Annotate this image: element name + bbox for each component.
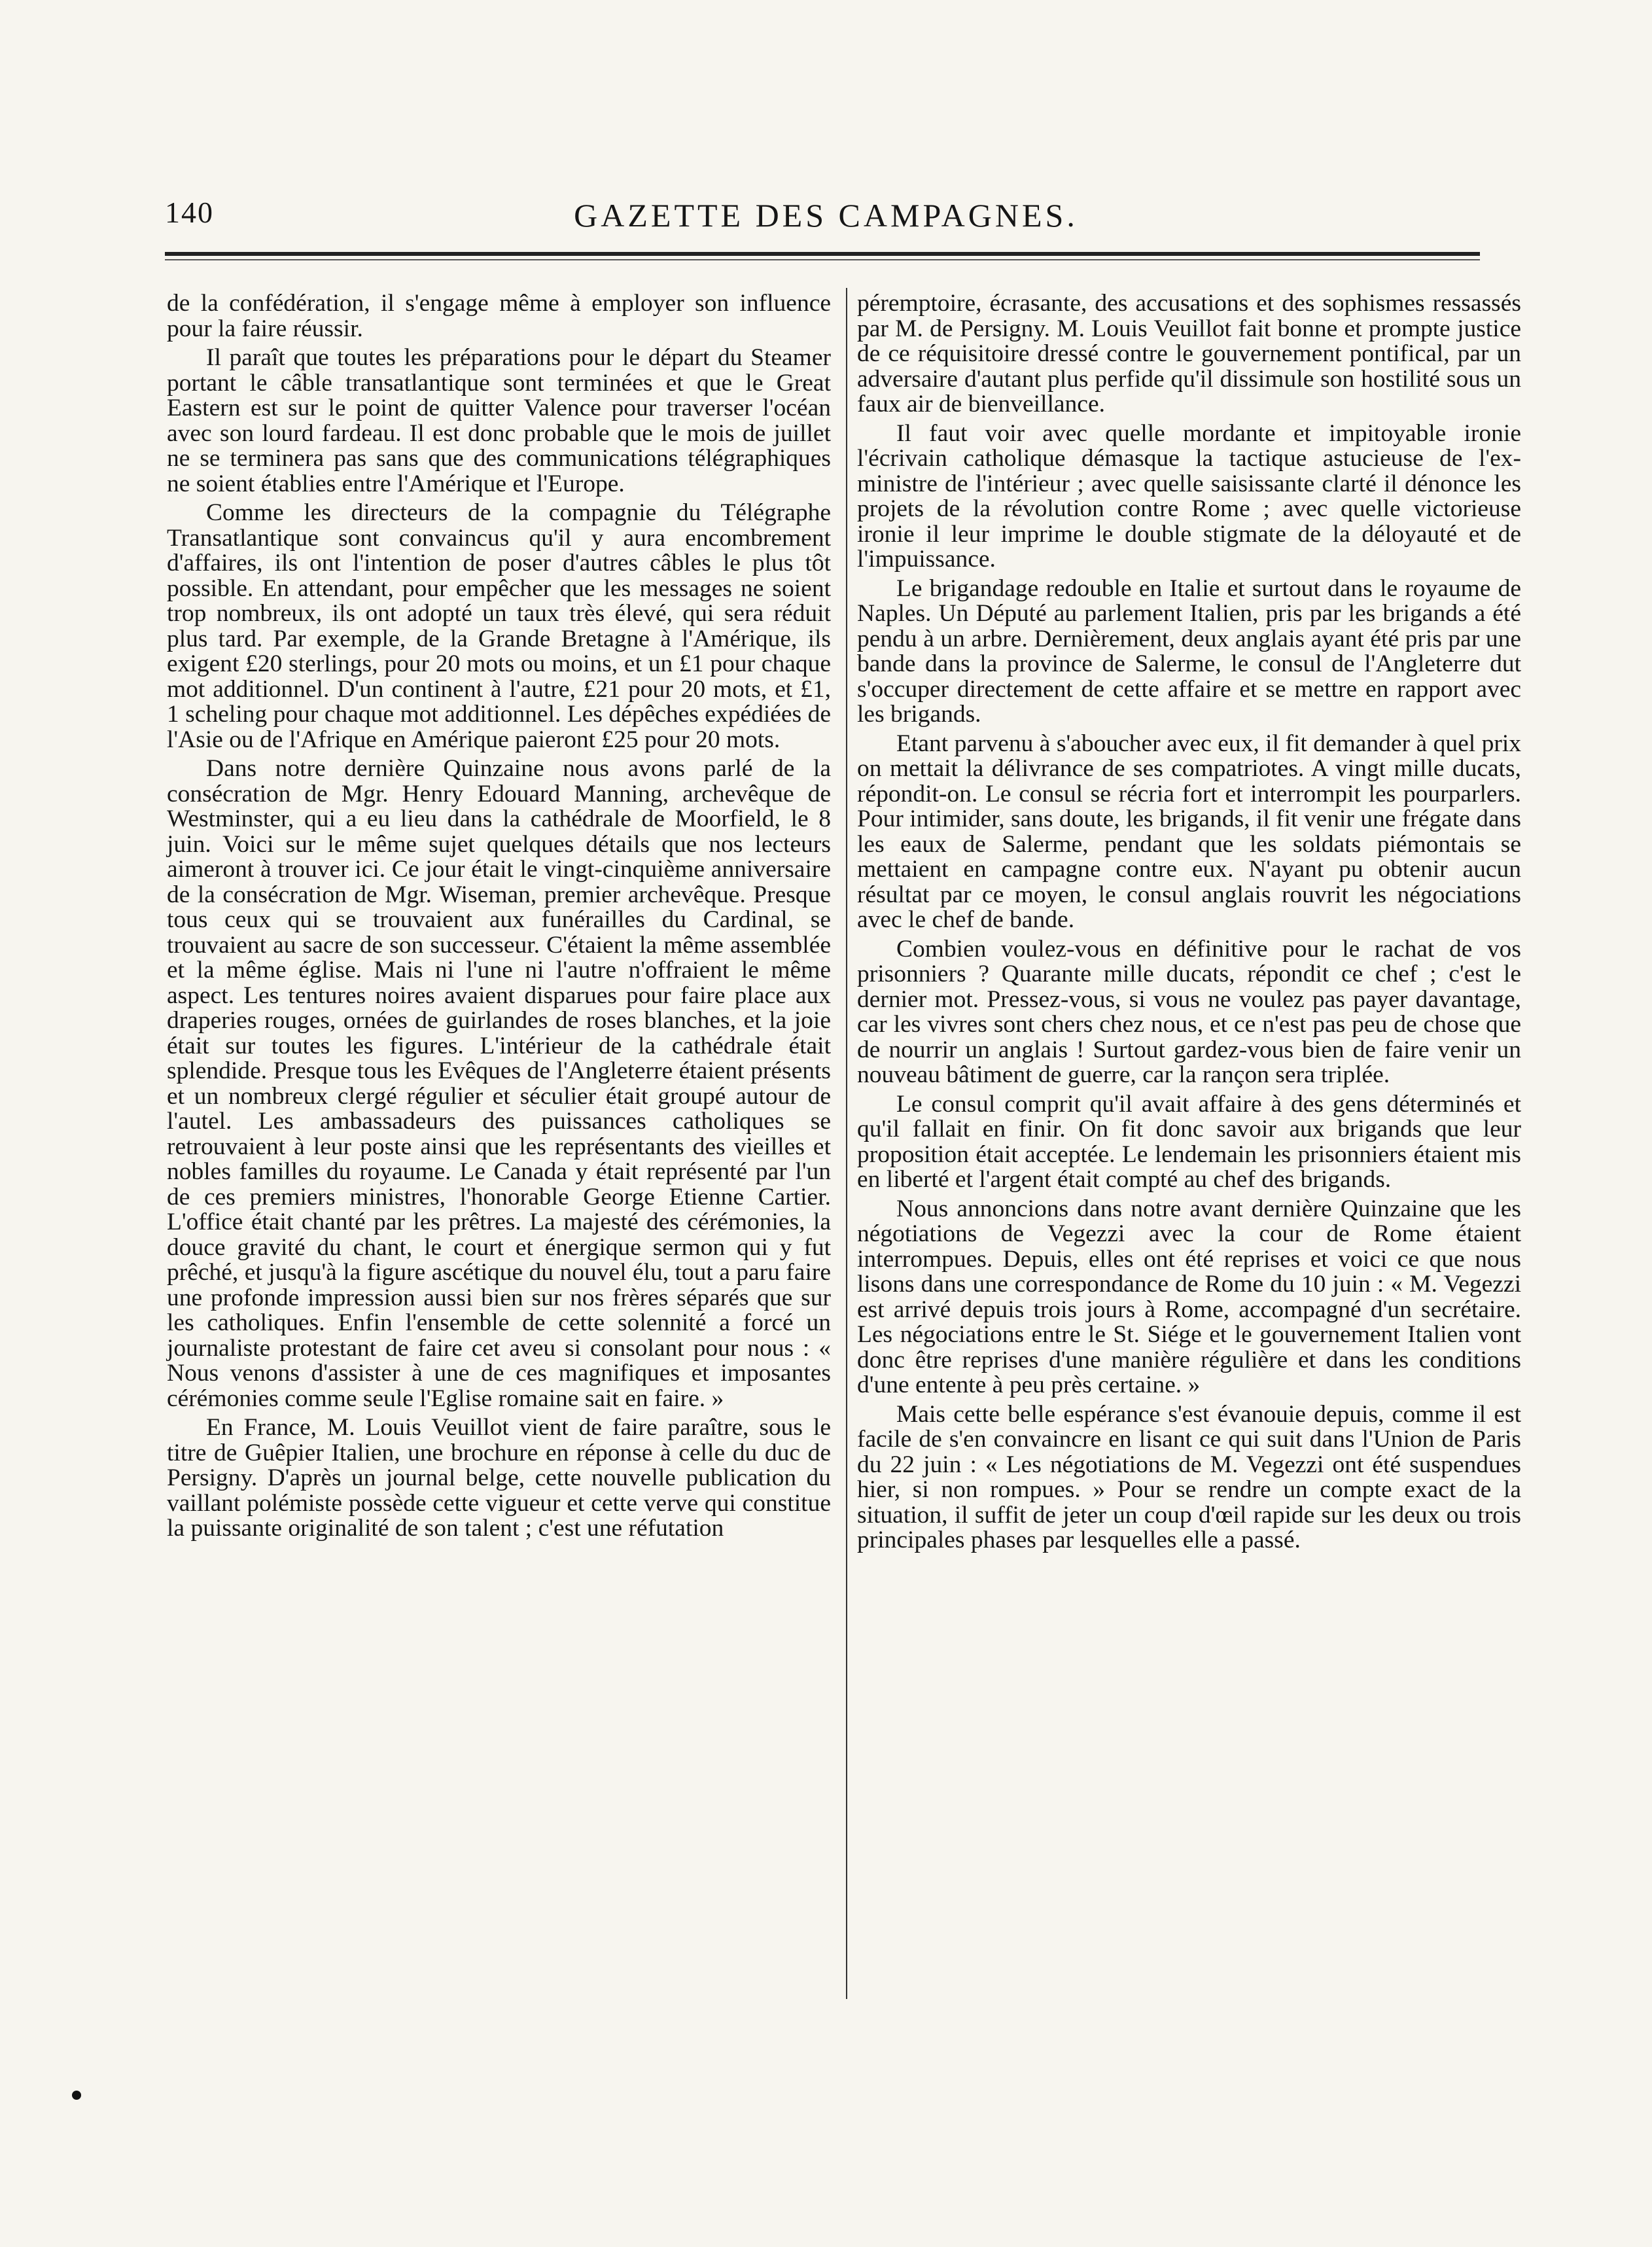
paragraph: Il faut voir avec quelle mordante et impitoyable ironie l'écrivain catholique démasque la tactique astucieuse de l'ex-ministre de l'intérieur ; avec quelle saisissante clarté il dénonce les projets de la révolution contre Rome ; avec quelle victorieuse ironie il leur imprime le double stigmate de la déloyauté et de l'impuissance. (857, 419, 1521, 573)
paragraph: péremptoire, écrasante, des accusations et des sophismes ressassés par M. de Persigny. M. Louis Veuillot fait bonne et prompte justice de ce réquisitoire dressé contre le gouvernement pontifical, par un adversaire d'autant plus perfide qu'il dissimule son hostilité sous un faux air de bienveillance. (857, 290, 1521, 417)
left-column (167, 291, 831, 1546)
paragraph: Mais cette belle espérance s'est évanouie depuis, comme il est facile de s'en convaincre en lisant ce qui suit dans l'Union de Paris du 22 juin : « Les négotiations de M. Vegezzi ont été suspendues hier, si non rompues. » Pour se rendre un compte exact de la situation, il suffit de jeter un coup d'œil rapide sur les deux ou trois principales phases par lesquelles elle a passé. (857, 1400, 1521, 1553)
paragraph: En France, M. Louis Veuillot vient de faire paraître, sous le titre de Guêpier Italien, une brochure en réponse à celle du duc de Persigny. D'après un journal belge, cette nouvelle publication du vaillant polémiste possède cette vigueur et cette verve qui constitue la puissante originalité de son talent ; c'est une réfutation (167, 1414, 831, 1542)
header-rule-thick (165, 252, 1480, 256)
paragraph: Etant parvenu à s'aboucher avec eux, il fit demander à quel prix on mettait la délivrance de ses compatriotes. A vingt mille ducats, répondit-on. Le consul se récria fort et interrompit les pourparlers. Pour intimider, sans doute, les brigands, il fit venir une frégate dans les eaux de Salerme, pendant que les soldats piémontais se mettaient en campagne contre eux. N'ayant pu obtenir aucun résultat par ce moyen, le consul anglais rouvrit les négociations avec le chef de bande. (857, 730, 1521, 933)
paragraph: Comme les directeurs de la compagnie du Télégraphe Transatlantique sont convaincus qu'il y aura encombrement d'affaires, ils ont l'intention de poser d'autres câbles le plus tôt possible. En attendant, pour empêcher que les messages ne soient trop nombreux, ils ont adopté un taux très élevé, qui sera réduit plus tard. Par exemple, de la Grande Bretagne à l'Amérique, ils exigent £20 sterlings, pour 20 mots ou moins, et un £1 pour chaque mot additionnel. D'un continent à l'autre, £21 pour 20 mots, et £1, 1 scheling pour chaque mot additionnel. Les dépêches expédiées de l'Asie ou de l'Afrique en Amérique paieront £25 pour 20 mots. (167, 499, 831, 753)
paragraph: Il paraît que toutes les préparations pour le départ du Steamer portant le câble transatlantique sont terminées et que le Great Eastern est sur le point de quitter Valence pour traverser l'océan avec son lourd fardeau. Il est donc probable que le mois de juillet ne se terminera pas sans que des communications télégraphiques ne soient établies entre l'Amérique et l'Europe. (167, 344, 831, 497)
header-rule-thin (165, 259, 1480, 260)
paragraph: Nous annoncions dans notre avant dernière Quinzaine que les négotiations de Vegezzi avec la cour de Rome étaient interrompues. Depuis, elles ont été reprises et voici ce que nous lisons dans une correspondance de Rome du 10 juin : « M. Vegezzi est arrivé depuis trois jours à Rome, accompagné d'un secrétaire. Les négociations entre le St. Siége et le gouvernement Italien vont donc être reprises d'une manière régulière et dans les conditions d'une entente à peu près certaine. » (857, 1195, 1521, 1398)
paragraph: Combien voulez-vous en définitive pour le rachat de vos prisonniers ? Quarante mille ducats, répondit ce chef ; c'est le dernier mot. Pressez-vous, si vous ne voulez pas payer davantage, car les vivres sont chers chez nous, et ce n'est pas peu de chose que de nourrir un anglais ! Surtout gardez-vous bien de faire venir un nouveau bâtiment de guerre, car la rançon sera triplée. (857, 935, 1521, 1088)
column-divider (846, 288, 847, 1999)
margin-dot (72, 2091, 81, 2100)
paragraph: de la confédération, il s'engage même à employer son influence pour la faire réussir. (167, 290, 831, 342)
paragraph: Dans notre dernière Quinzaine nous avons parlé de la consécration de Mgr. Henry Edouard Manning, archevêque de Westminster, qui a eu lieu dans la cathédrale de Moorfield, le 8 juin. Voici sur le même sujet quelques détails que nos lecteurs aimeront à trouver ici. Ce jour était le vingt-cinquième anniversaire de la consécration de Mgr. Wiseman, premier archevêque. Presque tous ceux qui se trouvaient aux funérailles du Cardinal, se trouvaient au sacre de son successeur. C'étaient la même assemblée et la même église. Mais ni l'une ni l'autre n'offraient le même aspect. Les tentures noires avaient disparues pour faire place aux draperies rouges, ornées de guirlandes de roses blanches, et la joie était sur toutes les figures. L'intérieur de la cathédrale était splendide. Presque tous les Evêques de l'Angleterre étaient présents et un nombreux clergé régulier et séculier était groupé autour de l'autel. Les ambassadeurs des puissances catholiques se retrouvaient à leur poste ainsi que les représentants des vieilles et nobles familles du royaume. Le Canada y était représenté par l'un de ces premiers ministres, l'honorable George Etienne Cartier. L'office était chanté par les prêtres. La majesté des cérémonies, la douce gravité du chant, le court et énergique sermon qui y fut prêché, et jusqu'à la figure ascétique du nouvel élu, tout a paru faire une profonde impression aussi bien sur nos frères séparés que sur les catholiques. Enfin l'ensemble de cette solennité a forcé un journaliste protestant de faire cet aveu si consolant pour nous : « Nous venons d'assister à une de ces magnifiques et imposantes cérémonies comme seule l'Eglise romaine sait en faire. » (167, 755, 831, 1412)
paragraph: Le brigandage redouble en Italie et surtout dans le royaume de Naples. Un Député au parlement Italien, pris par les brigands a été pendu à un arbre. Dernièrement, deux anglais ayant été pris par une bande dans la province de Salerme, le consul de l'Angleterre dut s'occuper directement de cette affaire et se mettre en rapport avec les brigands. (857, 575, 1521, 728)
right-column (857, 291, 1521, 1557)
running-head: GAZETTE DES CAMPAGNES. (574, 197, 1078, 234)
paragraph: Le consul comprit qu'il avait affaire à des gens déterminés et qu'il fallait en finir. On fit donc savoir aux brigands que leur proposition était acceptée. Le lendemain les prisonniers étaient mis en liberté et l'argent était compté au chef des brigands. (857, 1090, 1521, 1193)
page-number: 140 (165, 196, 214, 229)
